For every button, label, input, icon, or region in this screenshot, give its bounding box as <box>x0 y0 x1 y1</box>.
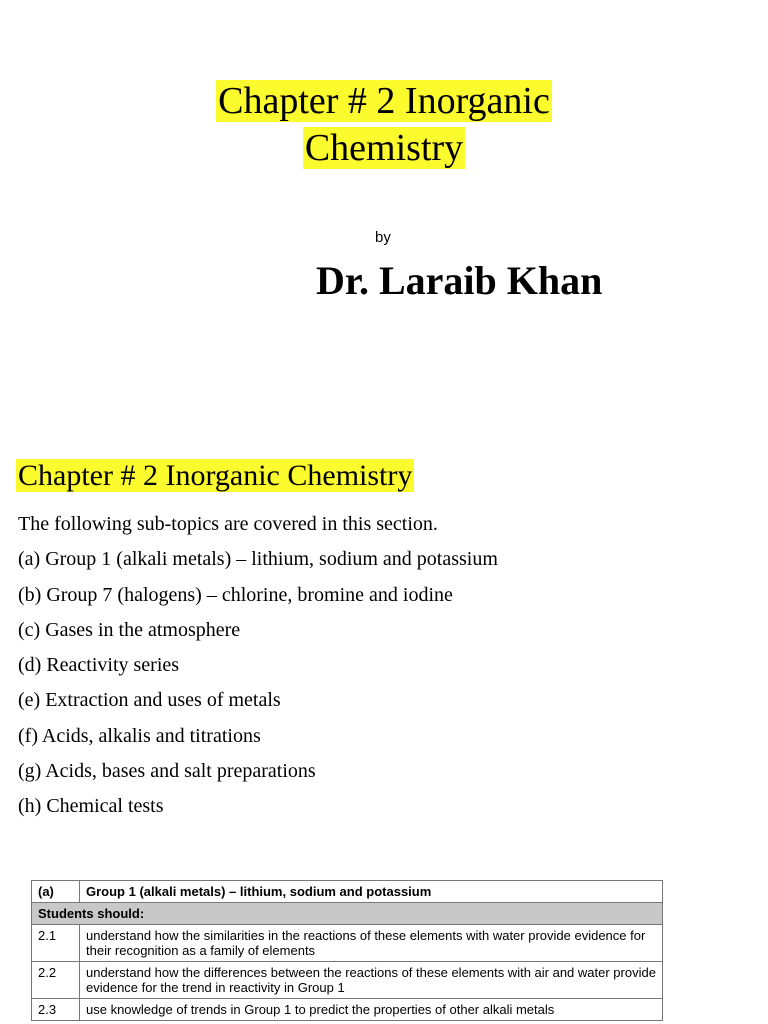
table-header-text: Group 1 (alkali metals) – lithium, sodium and potassium <box>80 881 663 903</box>
table-row-num: 2.3 <box>32 999 80 1021</box>
subtopics-list <box>18 507 498 825</box>
table-header-row <box>32 881 663 903</box>
author-name: Dr. Laraib Khan <box>316 258 603 303</box>
table-row <box>32 999 663 1021</box>
table-subheader: Students should: <box>32 903 663 925</box>
table-subheader-row <box>32 903 663 925</box>
subtopic-item: (a) Group 1 (alkali metals) – lithium, sodium and potassium <box>18 548 498 571</box>
spec-table <box>31 880 663 1021</box>
cover-title-line1: Chapter # 2 Inorganic <box>218 80 550 122</box>
section-heading <box>16 456 414 496</box>
subtopic-item: (g) Acids, bases and salt preparations <box>18 760 316 783</box>
subtopic-item: (c) Gases in the atmosphere <box>18 618 241 641</box>
subtopic-item: (h) Chemical tests <box>18 795 164 818</box>
table-row-num: 2.2 <box>32 962 80 999</box>
section-heading-text: Chapter # 2 Inorganic Chemistry <box>18 459 413 492</box>
table-row-text: use knowledge of trends in Group 1 to predict the properties of other alkali metals <box>80 999 663 1021</box>
table-row-text: understand how the differences between the reactions of these elements with air and water provide evidence for the trend in reactivity in Group 1 <box>80 962 663 999</box>
table-row-text: understand how the similarities in the reactions of these elements with water provide evidence for their recognition as a family of elements <box>80 925 663 962</box>
cover-title <box>0 78 768 172</box>
table-row <box>32 925 663 962</box>
subtopics-intro: The following sub-topics are covered in this section. <box>18 513 438 535</box>
table-header-num: (a) <box>32 881 80 903</box>
subtopic-item: (f) Acids, alkalis and titrations <box>18 724 261 747</box>
subtopic-item: (e) Extraction and uses of metals <box>18 689 281 712</box>
subtopic-item: (b) Group 7 (halogens) – chlorine, bromine and iodine <box>18 583 453 606</box>
cover-title-line2: Chemistry <box>304 127 464 169</box>
by-label: by <box>375 229 391 246</box>
table-row <box>32 962 663 999</box>
table-row-num: 2.1 <box>32 925 80 962</box>
subtopic-item: (d) Reactivity series <box>18 654 180 677</box>
